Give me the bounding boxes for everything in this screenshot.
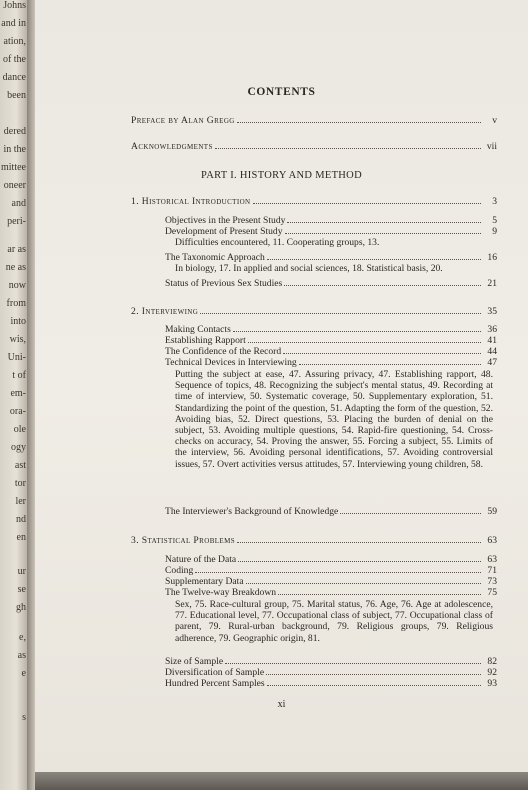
section-description: Difficulties encountered, 11. Cooperating groups, 13. (175, 237, 380, 248)
toc-entry (165, 323, 497, 334)
left-page-edge (0, 0, 27, 790)
chapter-title: 3. Statistical Problems (131, 535, 236, 546)
toc-entry-page: 71 (487, 565, 497, 576)
left-page-fragment: dered (3, 126, 26, 137)
book-bottom-edge (35, 772, 528, 790)
toc-entry-page: 73 (487, 576, 497, 587)
dot-leader (278, 586, 481, 595)
left-page-fragment: oneer (3, 180, 26, 191)
dot-leader (195, 564, 481, 573)
left-page-fragment: ar as (7, 244, 26, 255)
left-page-fragment: in the (3, 144, 26, 155)
toc-entry-title: Preface by Alan Gregg (131, 115, 235, 126)
toc-entry-page: 59 (487, 506, 497, 517)
toc-entry-page: 44 (487, 346, 497, 357)
toc-entry-title: Technical Devices in Interviewing (165, 357, 297, 368)
left-page-fragment: of the (2, 54, 26, 65)
toc-entry-title: Development of Present Study (165, 226, 283, 237)
toc-entry (165, 277, 497, 288)
left-page-fragment: ole (13, 424, 26, 435)
toc-entry-page: 36 (487, 324, 497, 335)
toc-entry-title: Hundred Percent Samples (165, 678, 265, 689)
toc-entry-page: 47 (487, 357, 497, 368)
toc-entry (131, 114, 497, 125)
left-page-fragment: se (17, 584, 26, 595)
toc-entry-title: Diversification of Sample (165, 667, 265, 678)
left-page-fragment: ast (14, 460, 26, 471)
left-page-fragment: en (16, 532, 26, 543)
toc-entry-page: 93 (487, 678, 497, 689)
dot-leader (237, 114, 481, 123)
left-page-fragment: ur (17, 566, 26, 577)
left-page-fragment: t of (12, 370, 26, 381)
toc-entry (165, 225, 497, 236)
toc-entry (165, 677, 497, 688)
page-title: CONTENTS (247, 86, 316, 98)
dot-leader (237, 534, 481, 543)
toc-entry (165, 505, 497, 516)
left-page-fragment: and in (1, 18, 26, 29)
left-page-fragment: now (8, 280, 26, 291)
left-page-fragment: into (10, 316, 26, 327)
toc-entry-page: 92 (487, 667, 497, 678)
chapter-page: 63 (487, 535, 497, 546)
left-page-fragment: from (6, 298, 26, 309)
toc-entry-title: Establishing Rapport (165, 335, 246, 346)
chapter-page: 3 (492, 196, 497, 207)
left-page-fragment: tor (14, 478, 26, 489)
left-page-fragment: wis, (9, 334, 26, 345)
left-page-fragment: em- (10, 388, 26, 399)
left-page-fragment: and (11, 198, 26, 209)
toc-entry-page: 75 (487, 587, 497, 598)
dot-leader (266, 666, 481, 675)
toc-entry (131, 140, 497, 151)
dot-leader (246, 575, 481, 584)
toc-entry-title: The Interviewer's Background of Knowledge (165, 506, 339, 517)
dot-leader (299, 356, 481, 365)
toc-entry (165, 564, 497, 575)
section-description: Putting the subject at ease, 47. Assuring privacy, 47. Establishing rapport, 48. Sequence of topics, 48. Recognizing the subject's mental status, 49. Recording at time of interview, 50. Systematic coverage, 50. Supplementary exploration, 51. Standardizing the point of the question, 51. Adapting the form of the question, 52. Avoiding bias, 52. Direct questions, 53. Placing the burden of denial on the subject, 53. Avoiding multiple questions, 54. Rapid-fire questioning, 54. Cross-checks on accuracy, 54. Proving the answer, 55. Forcing a subject, 55. Limits of the interview, 56. Avoiding personal identifications, 57. Avoiding controversial issues, 57. Overt activities versus attitudes, 57. Interviewing young children, 58. (175, 369, 493, 470)
left-page-fragment: Uni- (7, 352, 26, 363)
left-page-fragment: s (22, 712, 26, 723)
toc-entry-title: The Twelve-way Breakdown (165, 587, 277, 598)
toc-entry (165, 334, 497, 345)
dot-leader (248, 334, 481, 343)
dot-leader (285, 225, 481, 234)
toc-entry (165, 251, 497, 262)
dot-leader (340, 505, 481, 514)
left-page-fragment: gh (16, 602, 26, 613)
toc-entry-title: Objectives in the Present Study (165, 215, 286, 226)
toc-entry-title: Acknowledgments (131, 141, 213, 152)
dot-leader (215, 140, 481, 149)
toc-entry-title: The Confidence of the Record (165, 346, 282, 357)
dot-leader (225, 655, 481, 664)
toc-entry (165, 575, 497, 586)
left-page-fragment: ora- (9, 406, 26, 417)
toc-entry-page: 82 (487, 656, 497, 667)
left-page-fragment: as (17, 650, 26, 661)
toc-entry-page: 16 (487, 252, 497, 263)
toc-entry (165, 666, 497, 677)
dot-leader (200, 305, 481, 314)
toc-entry (165, 214, 497, 225)
left-page-fragment: nd (16, 514, 26, 525)
toc-entry-page: 41 (487, 335, 497, 346)
dot-leader (283, 345, 481, 354)
dot-leader (267, 251, 481, 260)
section-description: In biology, 17. In applied and social sciences, 18. Statistical basis, 20. (175, 263, 443, 274)
toc-entry-title: Making Contacts (165, 324, 231, 335)
book-gutter (27, 0, 35, 790)
page-number: xi (277, 699, 286, 710)
toc-entry-page: 9 (492, 226, 497, 237)
toc-entry-page: 63 (487, 554, 497, 565)
toc-entry (165, 586, 497, 597)
toc-entry (165, 655, 497, 666)
chapter-heading (131, 305, 497, 316)
toc-entry-title: The Taxonomic Approach (165, 252, 265, 263)
left-page-fragment: e, (19, 632, 26, 643)
toc-entry (165, 356, 497, 367)
left-page-fragment: dance (2, 72, 26, 83)
toc-entry-page: 21 (487, 278, 497, 289)
left-page-fragment: ne as (5, 262, 26, 273)
section-description: Sex, 75. Race-cultural group, 75. Marital status, 76. Age, 76. Age at adolescence, 77. Educational level, 77. Occupational class of subject, 77. Occupational class of parent, 79. Rural-urban background, 79. Religious groups, 79. Religious adherence, 79. Geographic origin, 81. (175, 599, 493, 644)
toc-entry (165, 345, 497, 356)
toc-entry-title: Size of Sample (165, 656, 224, 667)
toc-entry-title: Nature of the Data (165, 554, 237, 565)
contents-page (35, 0, 528, 772)
left-page-fragment: e (21, 668, 26, 679)
toc-entry-title: Coding (165, 565, 194, 576)
toc-entry-title: Status of Previous Sex Studies (165, 278, 283, 289)
left-page-fragment: peri- (7, 216, 26, 227)
chapter-heading (131, 195, 497, 206)
dot-leader (238, 553, 481, 562)
toc-entry (165, 553, 497, 564)
dot-leader (267, 677, 481, 686)
toc-entry-title: Supplementary Data (165, 576, 244, 587)
chapter-heading (131, 534, 497, 545)
left-page-fragment: ogy (11, 442, 26, 453)
dot-leader (253, 195, 482, 204)
dot-leader (233, 323, 481, 332)
dot-leader (284, 277, 481, 286)
toc-entry-page: vii (486, 141, 497, 152)
dot-leader (287, 214, 481, 223)
chapter-title: 1. Historical Introduction (131, 196, 251, 207)
left-page-fragment: been (7, 90, 26, 101)
part-title: PART I. HISTORY AND METHOD (201, 170, 362, 181)
left-page-fragment: Johns (3, 0, 26, 11)
toc-entry-page: 5 (492, 215, 497, 226)
left-page-fragment: ation, (3, 36, 26, 47)
left-page-fragment: mittee (1, 162, 26, 173)
chapter-page: 35 (487, 306, 497, 317)
chapter-title: 2. Interviewing (131, 306, 199, 317)
toc-entry-page: v (492, 115, 497, 126)
left-page-fragment: ler (15, 496, 26, 507)
